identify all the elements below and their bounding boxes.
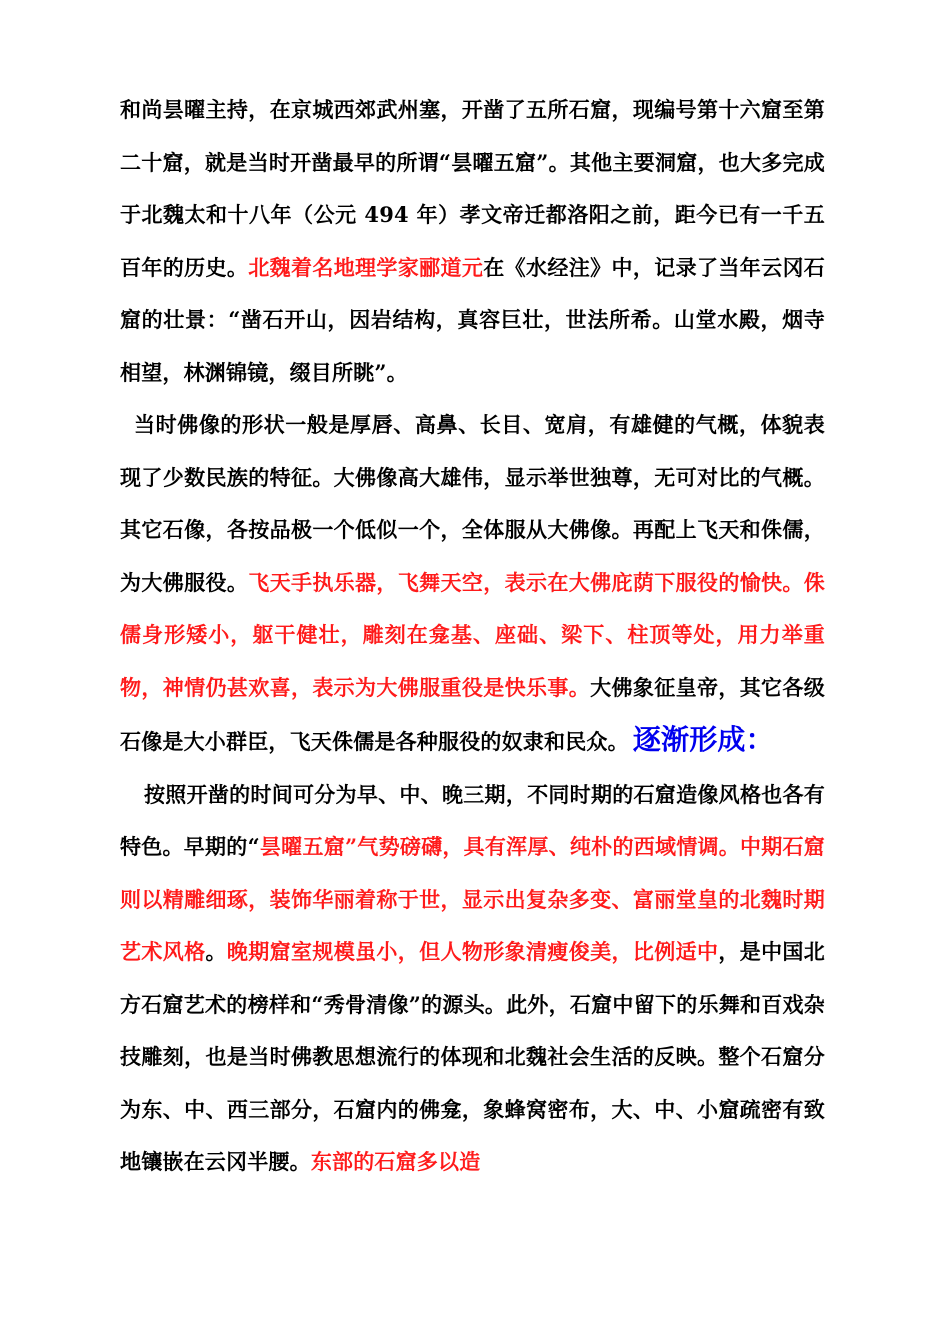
text-run: 按照开凿的时间可分为早、中、晚三期，不同时期的石窟造像风格也各有特色。早期的“ <box>120 781 825 859</box>
highlight-run: 东部的石窟多以造 <box>310 1149 481 1174</box>
highlight-run: 晚期窟室规模虽小，但人物形象清瘦俊美，比例适中 <box>226 939 719 964</box>
paragraph-three-periods <box>120 769 825 1189</box>
highlight-run: 飞天手执乐器，飞舞天空，表示在大佛庇荫下服役的愉快。侏儒身形矮小，躯干健壮，雕刻在龛基、座础、梁下、柱顶等处，用力举重物，神情仍甚欢喜，表示为大佛服重役是快乐事。 <box>120 569 825 700</box>
text-run: 和尚昙曜主持，在京城西郊武州塞，开凿了五所石窟，现编号第十六窟至第二十窟，就是当时开凿最早的所谓“昙曜五窟”。其他主要洞窟，也大多完成于北魏太和十八年（公元 494 年）孝文帝迁都洛阳之前，距今已有一千五百年的历史。 <box>120 97 825 280</box>
paragraph-buddha-statues <box>120 399 825 769</box>
text-run: 。 <box>205 939 227 964</box>
highlight-run: 昙曜五窟”气势磅礴，具有浑厚、纯朴的西域情调。中期石窟则以精雕细琢，装饰华丽着称于世，显示出复杂多变、富丽堂皇的北魏时期艺术风格 <box>120 834 825 964</box>
text-run: 当时佛像的形状一般是厚唇、高鼻、长目、宽肩，有雄健的气概，体貌表现了少数民族的特征。大佛像高大雄伟，显示举世独尊，无可对比的气概。其它石像，各按品极一个低似一个，全体服从大佛像。再配上飞天和侏儒，为大佛服役。 <box>120 412 825 595</box>
text-run: 大佛象征皇帝，其它各级石像是大小群臣，飞天侏儒是各种服役的奴隶和民众。 <box>120 674 825 754</box>
highlight-run: 北魏着名地理学家郦道元 <box>248 254 484 280</box>
document-page <box>120 84 825 1189</box>
section-heading: 逐渐形成： <box>632 723 774 756</box>
paragraph-yungang-history <box>120 84 825 399</box>
text-run: ，是中国北方石窟艺术的榜样和“秀骨清像”的源头。此外，石窟中留下的乐舞和百戏杂技雕刻，也是当时佛教思想流行的体现和北魏社会生活的反映。整个石窟分为东、中、西三部分，石窟内的佛龛，象蜂窝密布，大、中、小窟疏密有致地镶嵌在云冈半腰。 <box>120 939 825 1174</box>
text-run: 在《水经注》中，记录了当年云冈石窟的壮景：“凿石开山，因岩结构，真容巨壮，世法所希。山堂水殿，烟寺相望，林渊锦镜，缀目所眺”。 <box>120 254 826 385</box>
